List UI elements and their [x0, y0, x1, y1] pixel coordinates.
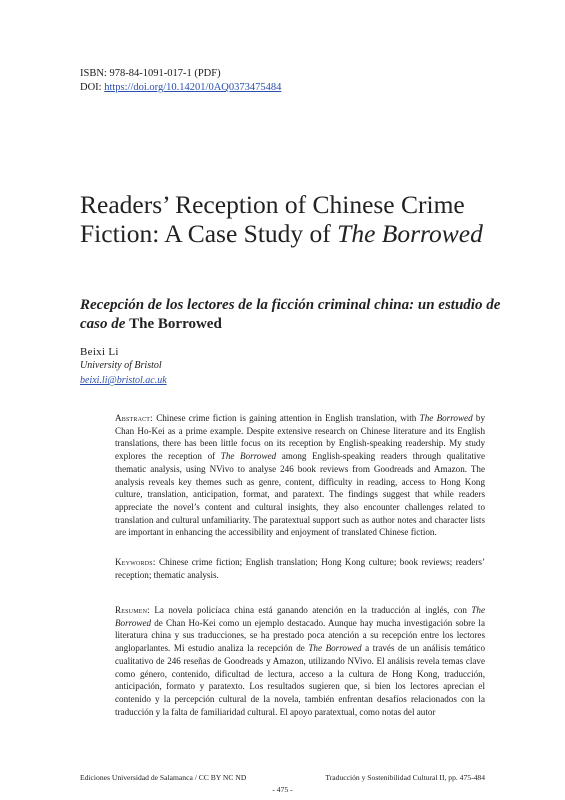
- abstract-italic-2: The Borrowed: [220, 451, 277, 462]
- abstract-text-2: by Chan Ho-Kei as a prime example. Despite extensive research on Chinese literature and its English translations, there has been little focus on its reception by English-speaking readership. My study explores the reception of: [115, 413, 486, 462]
- author-block: [80, 345, 167, 388]
- abstract-label: Abstract:: [115, 413, 153, 423]
- resumen-paragraph: [115, 604, 485, 718]
- doi-line: [80, 81, 281, 95]
- isbn-line: ISBN: 978-84-1091-017-1 (PDF): [80, 68, 221, 79]
- abstract-paragraph: [115, 412, 485, 539]
- abstract-italic-1: The Borrowed: [419, 413, 473, 423]
- author-name: Beixi Li: [80, 346, 119, 358]
- resumen-text-1: La novela policíaca china está ganando atención en la traducción al inglés, con: [149, 605, 472, 615]
- keywords-label: Keywords:: [115, 557, 156, 567]
- subtitle-text: Recepción de los lectores de la ficción criminal china: un estudio de caso de: [80, 297, 501, 332]
- doi-label: DOI:: [80, 82, 102, 93]
- title-text: Readers’ Reception of Chinese Crime Fiction: A Case Study of: [80, 190, 465, 248]
- title-italic: The Borrowed: [337, 219, 483, 248]
- resumen-text-2: de Chan Ho-Kei como un ejemplo destacado. Aunque hay mucha investigación sobre la literatura china y sus traducciones, se ha prestado poca atención a su recepción entre los lectores angloparlantes. Mi estudio analiza la recepción de: [115, 617, 485, 654]
- page-number: - 475 -: [272, 785, 293, 794]
- subtitle-book-title: The Borrowed: [129, 316, 222, 332]
- footer-journal: Traducción y Sostenibilidad Cultural II, pp. 475-484: [325, 773, 485, 782]
- author-affiliation: University of Bristol: [80, 360, 162, 371]
- paper-subtitle: [80, 296, 510, 334]
- footer-publisher: Ediciones Universidad de Salamanca / CC BY NC ND: [80, 773, 247, 782]
- resumen-label: Resumen:: [115, 605, 150, 615]
- resumen-italic-2: The Borrowed: [308, 643, 362, 654]
- keywords-paragraph: [115, 556, 485, 581]
- publication-meta: [80, 67, 281, 95]
- keywords-text: Chinese crime fiction; English translation; Hong Kong culture; book reviews; readers’ reception; thematic analysis.: [115, 557, 485, 580]
- paper-title: [80, 190, 500, 248]
- doi-link[interactable]: https://doi.org/10.14201/0AQ0373475484: [104, 82, 282, 93]
- abstract-text-3: among English-speaking readers through qualitative thematic analysis, using NVivo to analyse 246 book reviews from Goodreads and Amazon. The analysis reveals key themes such as genre, content, difficulty in reading, access to Hong Kong culture, translation, anticipation, format, and paratext. The findings suggest that while readers appreciate the novel’s content and cultural insights, they also encounter challenges related to translation and cultural unfamiliarity. The paratextual support such as author notes and character lists are important in enhancing the accessibility and enjoyment of translated Chinese fiction.: [115, 451, 485, 538]
- resumen-italic-1: The Borrowed: [115, 605, 485, 628]
- resumen-text-3: a través de un análisis temático cualitativo de 246 reseñas de Goodreads y Amazon, utilizando NVivo. El análisis revela temas clave como género, contenido, dificultad de lectura, acceso a la cultura de Hong Kong, traducción, anticipación, formato y paratexto. Los resultados sugieren que, si bien los lectores aprecian el contenido y la percepción cultural de la novela, también enfrentan desafíos relacionados con la traducción y la falta de familiaridad cultural. El apoyo paratextual, como notas del autor: [115, 643, 486, 717]
- author-email[interactable]: beixi.li@bristol.ac.uk: [80, 375, 167, 386]
- abstract-text-1: Chinese crime fiction is gaining attention in English translation, with: [152, 413, 420, 423]
